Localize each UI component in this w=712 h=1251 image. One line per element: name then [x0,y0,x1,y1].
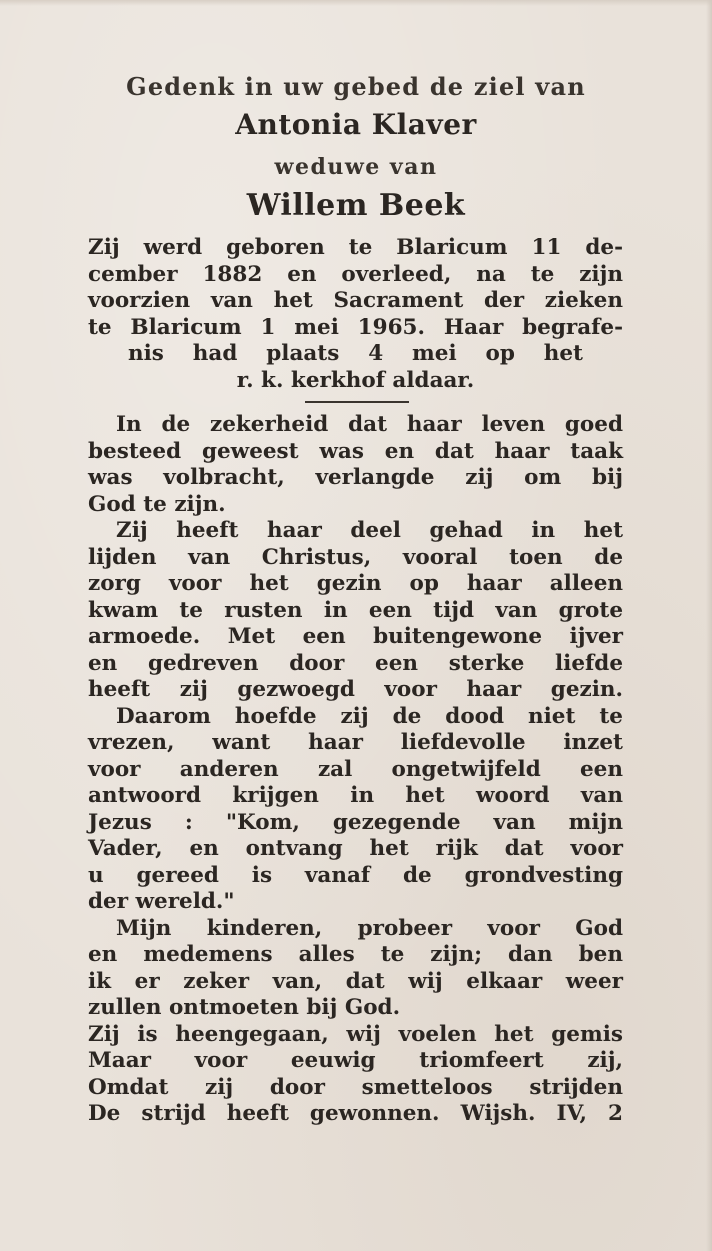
bio-line: nis had plaats 4 mei op het [128,341,583,366]
text-line: heeft zij gezwoegd voor haar gezin. [88,677,623,702]
text-line: kwam te rusten in een tijd van grote [88,597,623,623]
intro-line: Gedenk in uw gebed de ziel van [126,72,586,101]
text-line: ik er zeker van, dat wij elkaar weer [88,968,623,994]
relation-line: weduwe van [274,154,438,180]
text-line: voor anderen zal ongetwijfeld een [88,756,623,782]
biography [88,235,623,394]
deceased-name: Antonia Klaver [235,108,477,141]
spouse-name: Willem Beek [246,188,466,223]
text-line: Daarom hoefde zij de dood niet te [116,703,623,729]
divider-line [305,401,409,403]
card-top-edge [0,0,712,6]
text-line: zorg voor het gezin op haar alleen [88,571,623,596]
poem-line: De strijd heeft gewonnen. Wijsh. IV, 2 [88,1101,623,1126]
bio-line: Zij werd geboren te Blaricum 11 de- [88,235,623,260]
poem-line: Omdat zij door smetteloos strijden [88,1074,623,1100]
text-line: Vader, en ontvang het rijk dat voor [88,836,623,861]
text-line: In de zekerheid dat haar leven goed [116,412,623,437]
text-line: antwoord krijgen in het woord van [88,783,623,808]
bio-line: cember 1882 en overleed, na te zijn [88,261,623,287]
poem-line: Zij is heengegaan, wij voelen het gemis [88,1021,623,1047]
text-line: Jezus : "Kom, gezegende van mijn [88,809,623,835]
memorial-text [88,412,623,1128]
text-line: en gedreven door een sterke liefde [88,650,623,676]
bio-line: te Blaricum 1 mei 1965. Haar begrafe- [88,314,623,340]
bio-line: voorzien van het Sacrament der zieken [88,288,623,313]
text-line: lijden van Christus, vooral toen de [88,544,623,570]
text-line: armoede. Met een buitengewone ijver [88,624,623,649]
text-line: u gereed is vanaf de grondvesting [88,862,623,888]
poem-line: Maar voor eeuwig triomfeert zij, [88,1048,623,1073]
text-line: der wereld." [88,889,235,914]
text-line: Mijn kinderen, probeer voor God [116,915,623,941]
text-line: en medemens alles te zijn; dan ben [88,942,623,967]
text-line: Zij heeft haar deel gehad in het [116,518,623,543]
bio-line: r. k. kerkhof aldaar. [236,367,475,393]
text-line: zullen ontmoeten bij God. [88,995,401,1020]
text-line: vrezen, want haar liefdevolle inzet [88,730,623,755]
text-line: besteed geweest was en dat haar taak [88,438,623,464]
text-line: was volbracht, verlangde zij om bij [88,465,623,490]
text-line: God te zijn. [88,491,226,517]
